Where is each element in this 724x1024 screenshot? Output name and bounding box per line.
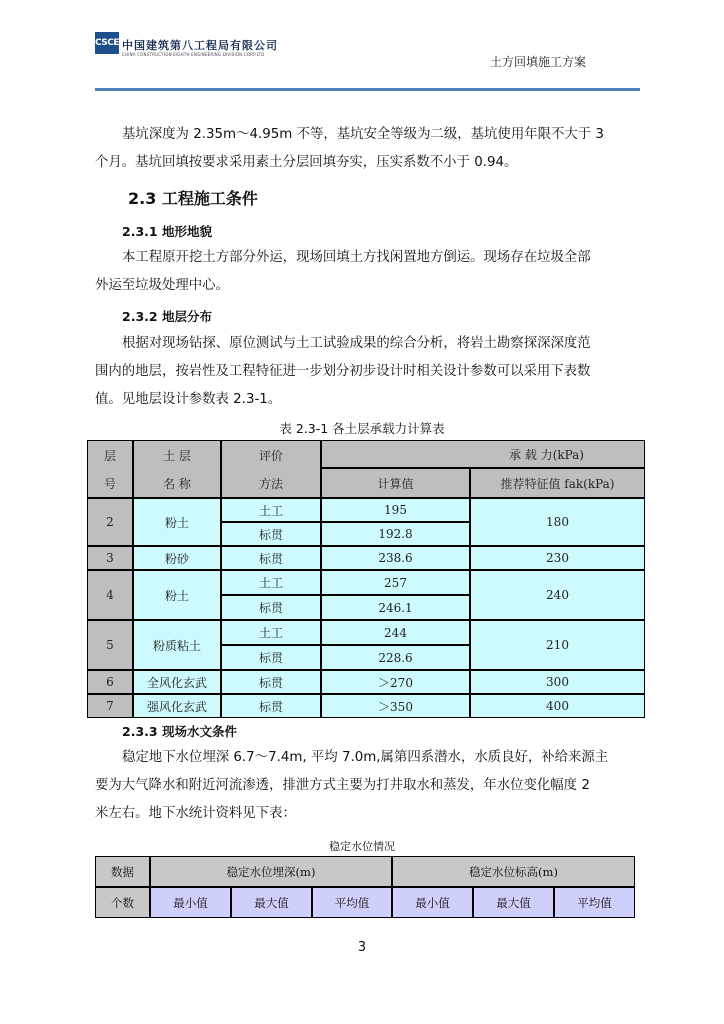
row-4-name: 粉土 xyxy=(133,570,221,620)
row-5-value-1: 244 xyxy=(321,620,470,645)
s233-line-2: 要为大气降水和附近河流渗透，排泄方式主要为打井取水和蒸发，年水位变化幅度 2 xyxy=(95,778,590,793)
row-2-recommended: 180 xyxy=(470,498,645,546)
row-2-value-2: 192.8 xyxy=(321,522,470,546)
row-5-no: 5 xyxy=(87,620,133,670)
row-4-recommended: 240 xyxy=(470,570,645,620)
intro-line-2: 个月。基坑回填按要求采用素土分层回填夯实，压实系数不小于 0.94。 xyxy=(95,155,518,170)
s232-line-1: 根据对现场钻探、原位测试与土工试验成果的综合分析，将岩土勘察探深深度范 xyxy=(122,336,591,351)
row-2-method-1: 土工 xyxy=(221,498,321,522)
s232-line-2: 围内的地层，按岩性及工程特征进一步划分初步设计时相关设计参数可以采用下表数 xyxy=(95,364,591,379)
header-data: 数据 xyxy=(95,856,150,887)
row-4-value-2: 246.1 xyxy=(321,595,470,620)
section-2-3-3-heading: 2.3.3 现场水文条件 xyxy=(122,724,237,739)
header-eval-method-2: 方法 xyxy=(258,476,283,491)
water-level-caption: 稳定水位情况 xyxy=(329,840,395,853)
depth-avg: 平均值 xyxy=(312,887,392,918)
depth-max: 最大值 xyxy=(231,887,312,918)
company-logo: CSCEC xyxy=(95,32,119,54)
header-layer-no-1: 层 xyxy=(103,448,116,463)
header-eval-method-1: 评价 xyxy=(258,448,283,463)
intro-line-1: 基坑深度为 2.35m～4.95m 不等，基坑安全等级为二级，基坑使用年限不大于 3 xyxy=(122,127,604,142)
table-2-3-1-caption: 表 2.3-1 各土层承载力计算表 xyxy=(279,421,445,436)
s233-line-3: 米左右。地下水统计资料见下表： xyxy=(95,806,296,821)
s232-line-3: 值。见地层设计参数表 2.3-1。 xyxy=(95,392,282,407)
header-capacity: 承 载 力(kPa) xyxy=(321,440,645,468)
bearing-capacity-table xyxy=(87,440,645,718)
row-4-no: 4 xyxy=(87,570,133,620)
row-5-recommended: 210 xyxy=(470,620,645,670)
row-6-value: ＞270 xyxy=(321,670,470,694)
header-elevation: 稳定水位标高(m) xyxy=(392,856,635,887)
s231-line-2: 外运至垃圾处理中心。 xyxy=(95,278,229,293)
water-level-table xyxy=(95,856,635,918)
document-title: 土方回填施工方案 xyxy=(489,55,586,69)
header-layer-no-2: 号 xyxy=(103,476,116,491)
header-eval-method xyxy=(221,440,321,498)
row-3-value: 238.6 xyxy=(321,546,470,570)
row-7-name: 强风化玄武 xyxy=(133,694,221,718)
header-recommended: 推荐特征值 fak(kPa) xyxy=(470,468,645,498)
page-number: 3 xyxy=(357,940,367,955)
row-5-method-2: 标贯 xyxy=(221,645,321,670)
section-2-3-1-heading: 2.3.1 地形地貌 xyxy=(122,224,212,239)
row-6-no: 6 xyxy=(87,670,133,694)
elevation-min: 最小值 xyxy=(392,887,473,918)
row-7-method: 标贯 xyxy=(221,694,321,718)
row-2-method-2: 标贯 xyxy=(221,522,321,546)
header-layer-name xyxy=(133,440,221,498)
row-2-no: 2 xyxy=(87,498,133,546)
header-layer-name-2: 名 称 xyxy=(163,476,191,491)
row-3-method: 标贯 xyxy=(221,546,321,570)
header-layer-no xyxy=(87,440,133,498)
row-4-method-1: 土工 xyxy=(221,570,321,595)
row-7-value: ＞350 xyxy=(321,694,470,718)
row-5-method-1: 土工 xyxy=(221,620,321,645)
row-6-name: 全风化玄武 xyxy=(133,670,221,694)
header-rule xyxy=(95,88,640,91)
row-7-recommended: 400 xyxy=(470,694,645,718)
row-7-no: 7 xyxy=(87,694,133,718)
company-name-en: CHINA CONSTRUCTION EIGHTH ENGINEERING DIVISION CORP.LTD xyxy=(122,52,265,57)
header-depth: 稳定水位埋深(m) xyxy=(150,856,392,887)
row-4-value-1: 257 xyxy=(321,570,470,595)
company-name: 中国建筑第八工程局有限公司 xyxy=(122,39,278,52)
row-3-name: 粉砂 xyxy=(133,546,221,570)
header-calc-value: 计算值 xyxy=(321,468,470,498)
row-3-recommended: 230 xyxy=(470,546,645,570)
header-layer-name-1: 土 层 xyxy=(163,448,191,463)
section-2-3-2-heading: 2.3.2 地层分布 xyxy=(122,309,212,324)
row-4-method-2: 标贯 xyxy=(221,595,321,620)
depth-min: 最小值 xyxy=(150,887,231,918)
header-count: 个数 xyxy=(95,887,150,918)
s231-line-1: 本工程原开挖土方部分外运，现场回填土方找闲置地方倒运。现场存在垃圾全部 xyxy=(122,250,591,265)
row-3-no: 3 xyxy=(87,546,133,570)
elevation-avg: 平均值 xyxy=(554,887,635,918)
row-5-name: 粉质粘土 xyxy=(133,620,221,670)
row-5-value-2: 228.6 xyxy=(321,645,470,670)
elevation-max: 最大值 xyxy=(473,887,554,918)
row-6-method: 标贯 xyxy=(221,670,321,694)
row-2-value-1: 195 xyxy=(321,498,470,522)
s233-line-1: 稳定地下水位埋深 6.7～7.4m, 平均 7.0m,属第四系潜水，水质良好，补给来源主 xyxy=(122,750,609,765)
row-2-name: 粉土 xyxy=(133,498,221,546)
section-2-3-heading: 2.3 工程施工条件 xyxy=(128,189,258,208)
row-6-recommended: 300 xyxy=(470,670,645,694)
